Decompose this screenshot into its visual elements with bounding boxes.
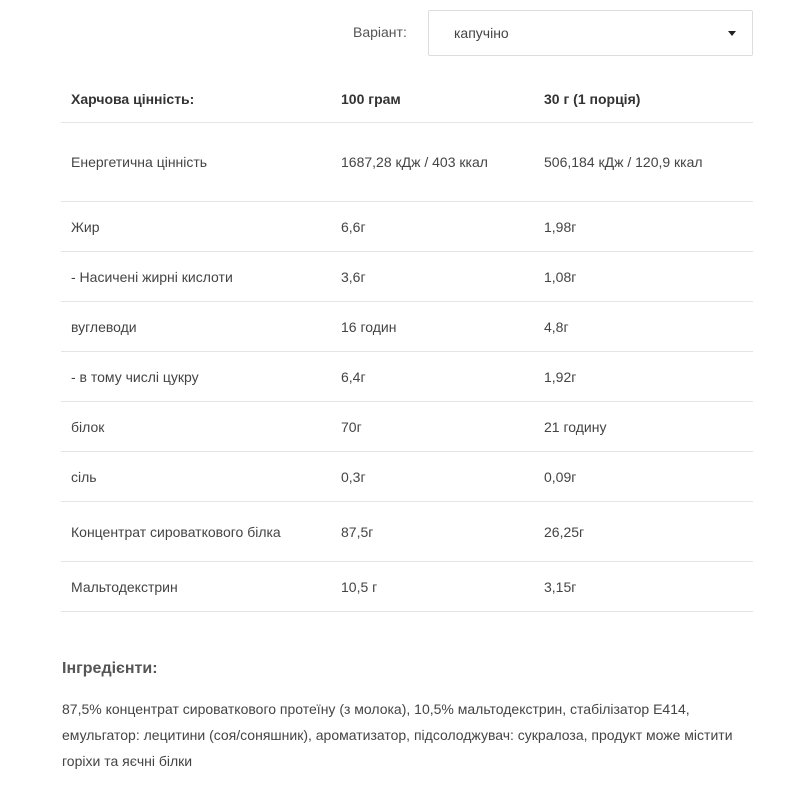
value-per-serving: 1,92г	[534, 352, 753, 402]
value-per-serving: 506,184 кДж / 120,9 ккал	[534, 123, 753, 202]
value-per-serving: 21 годину	[534, 402, 753, 452]
nutrition-header-row	[61, 75, 753, 123]
variant-label: Варіант:	[353, 24, 407, 40]
nutrient-name: Мальтодекстрин	[61, 562, 331, 612]
value-per-100g: 1687,28 кДж / 403 ккал	[331, 123, 534, 202]
value-per-100g: 87,5г	[331, 502, 534, 562]
table-row	[61, 123, 753, 202]
value-per-100g: 6,4г	[331, 352, 534, 402]
nutrient-name: вуглеводи	[61, 302, 331, 352]
table-row	[61, 452, 753, 502]
variant-selector-row	[0, 10, 800, 56]
value-per-serving: 1,98г	[534, 202, 753, 252]
column-header-nutrient: Харчова цінність:	[61, 75, 331, 123]
nutrient-name: - Насичені жирні кислоти	[61, 252, 331, 302]
table-row	[61, 352, 753, 402]
table-row	[61, 502, 753, 562]
value-per-serving: 4,8г	[534, 302, 753, 352]
value-per-serving: 26,25г	[534, 502, 753, 562]
value-per-100g: 10,5 г	[331, 562, 534, 612]
nutrient-name: - в тому числі цукру	[61, 352, 331, 402]
value-per-100g: 70г	[331, 402, 534, 452]
value-per-100g: 16 годин	[331, 302, 534, 352]
column-header-per-100g: 100 грам	[331, 75, 534, 123]
chevron-down-icon	[728, 31, 736, 36]
value-per-serving: 3,15г	[534, 562, 753, 612]
nutrient-name: білок	[61, 402, 331, 452]
column-header-per-serving: 30 г (1 порція)	[534, 75, 753, 123]
table-row	[61, 202, 753, 252]
table-row	[61, 302, 753, 352]
value-per-100g: 6,6г	[331, 202, 534, 252]
ingredients-heading: Інгредієнти:	[62, 660, 158, 677]
value-per-100g: 3,6г	[331, 252, 534, 302]
table-row	[61, 252, 753, 302]
nutrition-table	[61, 75, 753, 612]
value-per-serving: 1,08г	[534, 252, 753, 302]
value-per-serving: 0,09г	[534, 452, 753, 502]
ingredients-text: 87,5% концентрат сироваткового протеїну (з молока), 10,5% мальтодекстрин, стабілізатор Е414, емульгатор: лецитини (соя/соняшник), ароматизатор, підсолоджувач: сукралоза, продукт може містити горіхи та яєчні білки	[62, 701, 733, 769]
table-row	[61, 562, 753, 612]
nutrient-name: Енергетична цінність	[61, 123, 331, 202]
nutrient-name: сіль	[61, 452, 331, 502]
variant-selected-value: капучіно	[454, 25, 509, 41]
nutrient-name: Концентрат сироваткового білка	[61, 502, 331, 562]
table-row	[61, 402, 753, 452]
nutrient-name: Жир	[61, 202, 331, 252]
value-per-100g: 0,3г	[331, 452, 534, 502]
variant-dropdown[interactable]	[428, 10, 753, 56]
